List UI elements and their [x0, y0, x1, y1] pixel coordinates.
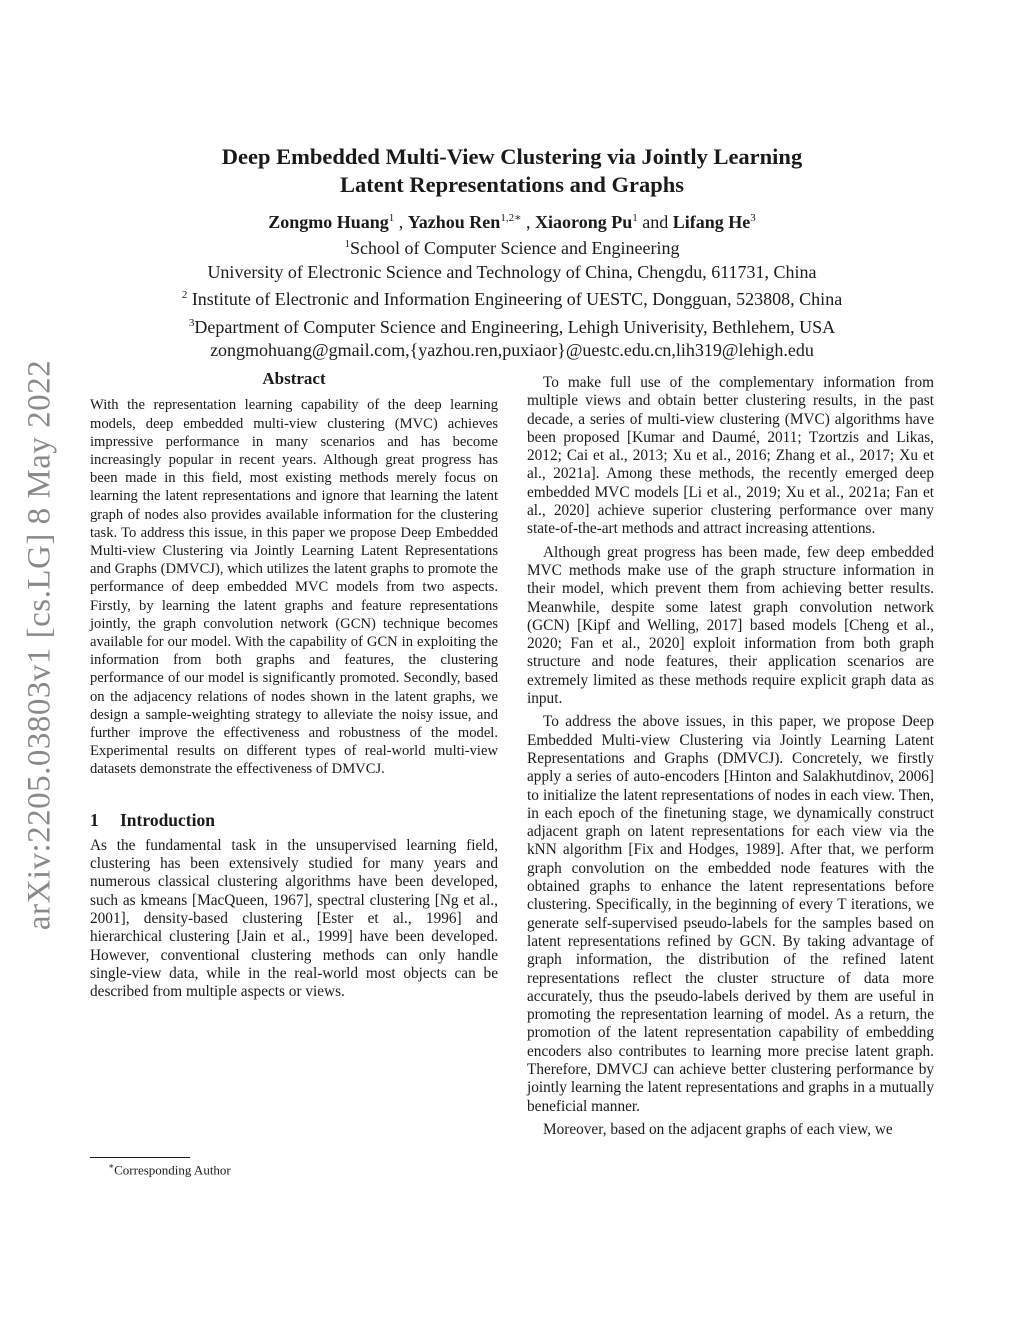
author-name: Zongmo Huang	[268, 212, 389, 232]
affiliation-line: $^2$ Institute of Electronic and Information Engineering of UESTC, Dongguan, 523808, China	[181, 289, 843, 309]
author-list: Zongmo Huang$^1$ , Yazhou Ren$^{1,2∗}$ , Xiaorong Pu$^1$ and Lifang He$^3$	[268, 212, 756, 232]
title-line-1: Deep Embedded Multi-View Clustering via Jointly Learning	[221, 144, 803, 169]
title-block	[90, 143, 934, 363]
author-name: Xiaorong Pu	[535, 212, 633, 232]
right-column	[527, 374, 934, 1144]
body-paragraph: Moreover, based on the adjacent graphs of each view, we	[543, 1120, 893, 1138]
author-affiliation-mark: 3	[750, 212, 756, 224]
author-conjunction: and	[642, 212, 669, 232]
paper-title	[90, 143, 934, 199]
affiliation-line: $^1$School of Computer Science and Engineering	[344, 238, 680, 258]
footnote-text: Corresponding Author	[114, 1162, 231, 1178]
affiliation-line: University of Electronic Science and Technology of China, Chengdu, 611731, China	[207, 261, 817, 282]
section-title: Introduction	[120, 809, 215, 830]
left-column	[90, 370, 498, 1002]
author-name: Lifang He	[672, 212, 751, 232]
section-heading	[90, 811, 498, 829]
footnote-mark: ∗	[108, 1161, 115, 1171]
body-paragraph: As the fundamental task in the unsupervised learning field, clustering has been extensively studied for many years and numerous classical clustering algorithms have been developed, such as kmeans [MacQueen, 1967], spectral clustering [Ng et al., 2001], density-based clustering [Ester et al., 1996] and hierarchical clustering [Jain et al., 1999] have been developed. However, conventional clustering methods can only handle single-view data, while in the real-world most objects can be described from multiple aspects or views.	[90, 836, 498, 1001]
author-affiliation-mark: 1	[388, 212, 395, 224]
body-paragraph: To make full use of the complementary information from multiple views and obtain better clustering results, in the past decade, a series of multi-view clustering (MVC) algorithms have been proposed [Kumar and Daumé, 2011; Tzortzis and Likas, 2012; Cai et al., 2013; Xu et al., 2016; Zhang et al., 2017; Xu et al., 2021a]. Among these methods, the recently emerged deep embedded MVC models [Li et al., 2019; Xu et al., 2021a; Fan et al., 2020] achieve superior clustering performance over many state-of-the-art methods and attract increasing attentions.	[527, 374, 934, 538]
affiliation-line: $^3$Department of Computer Science and Engineering, Lehigh Univerisity, Bethlehem, USA	[188, 316, 836, 337]
footnote-rule	[90, 1157, 190, 1158]
abstract-text: With the representation learning capability of the deep learning models, deep embedded multi-view clustering (MVC) achieves impressive performance in many scenarios and has become increasingly popular in recent years. Although great progress has been made in this field, most existing methods merely focus on learning the latent representations and ignore that learning the latent graph of nodes also provides available information for the clustering task. To address this issue, in this paper we propose Deep Embedded Multi-view Clustering via Jointly Learning Latent Representations and Graphs (DMVCJ), which utilizes the latent graphs to promote the performance of deep embedded MVC models from two aspects. Firstly, by learning the latent graphs and feature representations jointly, the graph convolution network (GCN) technique becomes available for our model. With the capability of GCN in exploiting the information from both graphs and features, the clustering performance of our model is significantly promoted. Secondly, based on the adjacency relations of nodes shown in the latent graphs, we design a sample-weighting strategy to alleviate the noisy issue, and further improve the effectiveness and robustness of the model. Experimental results on different types of real-world multi-view datasets demonstrate the effectiveness of DMVCJ.	[90, 397, 498, 778]
title-line-2: Latent Representations and Graphs	[340, 172, 684, 197]
author-affiliation-mark: 1,2∗	[500, 212, 522, 224]
body-paragraph: Although great progress has been made, few deep embedded MVC methods make use of the graph structure information in their model, which prevent them from achieving better results. Meanwhile, despite some latest graph convolution network (GCN) [Kipf and Welling, 2017] based models [Cheng et al., 2020; Fan et al., 2020] exploit information from both graph structure and node features, their application scenarios are extremely limited as these methods require explicit graph data as input.	[527, 543, 934, 708]
abstract-heading: Abstract	[262, 369, 326, 388]
arxiv-identifier[interactable]: arXiv:2205.03803v1 [cs.LG] 8 May 2022	[21, 359, 58, 931]
body-paragraph: To address the above issues, in this paper, we propose Deep Embedded Multi-view Clustering via Jointly Learning Latent Representations and Graphs (DMVCJ). Concretely, we firstly apply a series of auto-encoders [Hinton and Salakhutdinov, 2006] to initialize the latent representations of nodes in each view. Then, in each epoch of the finetuning stage, we dynamically construct adjacent graph on latent representations for each view via the kNN algorithm [Fix and Hodges, 1989]. After that, we perform graph convolution on the embedded node features with the obtained graphs to enhance the latent representations before clustering. Specifically, in the beginning of every T iterations, we generate self-supervised pseudo-labels for the samples based on latent representations refined by GCN. By taking advantage of graph information, the distribution of the refined latent representations reflect the cluster structure of data more accurately, thus the pseudo-labels derived by them are useful in promoting the representation learning of model. As a return, the promotion of the latent representation capability of embedding encoders also contributes to learning more precise latent graph. Therefore, DMVCJ can achieve better clustering performance by jointly learning the latent representations and graphs in a mutually beneficial manner.	[527, 713, 934, 1115]
author-name: Yazhou Ren	[407, 212, 501, 232]
author-emails[interactable]: zongmohuang@gmail.com,{yazhou.ren,puxiaor}@uestc.edu.cn,lih319@lehigh.edu	[210, 340, 814, 360]
section-number: 1	[90, 809, 99, 830]
footnote	[108, 1161, 231, 1178]
author-affiliation-mark: 1	[632, 212, 638, 224]
